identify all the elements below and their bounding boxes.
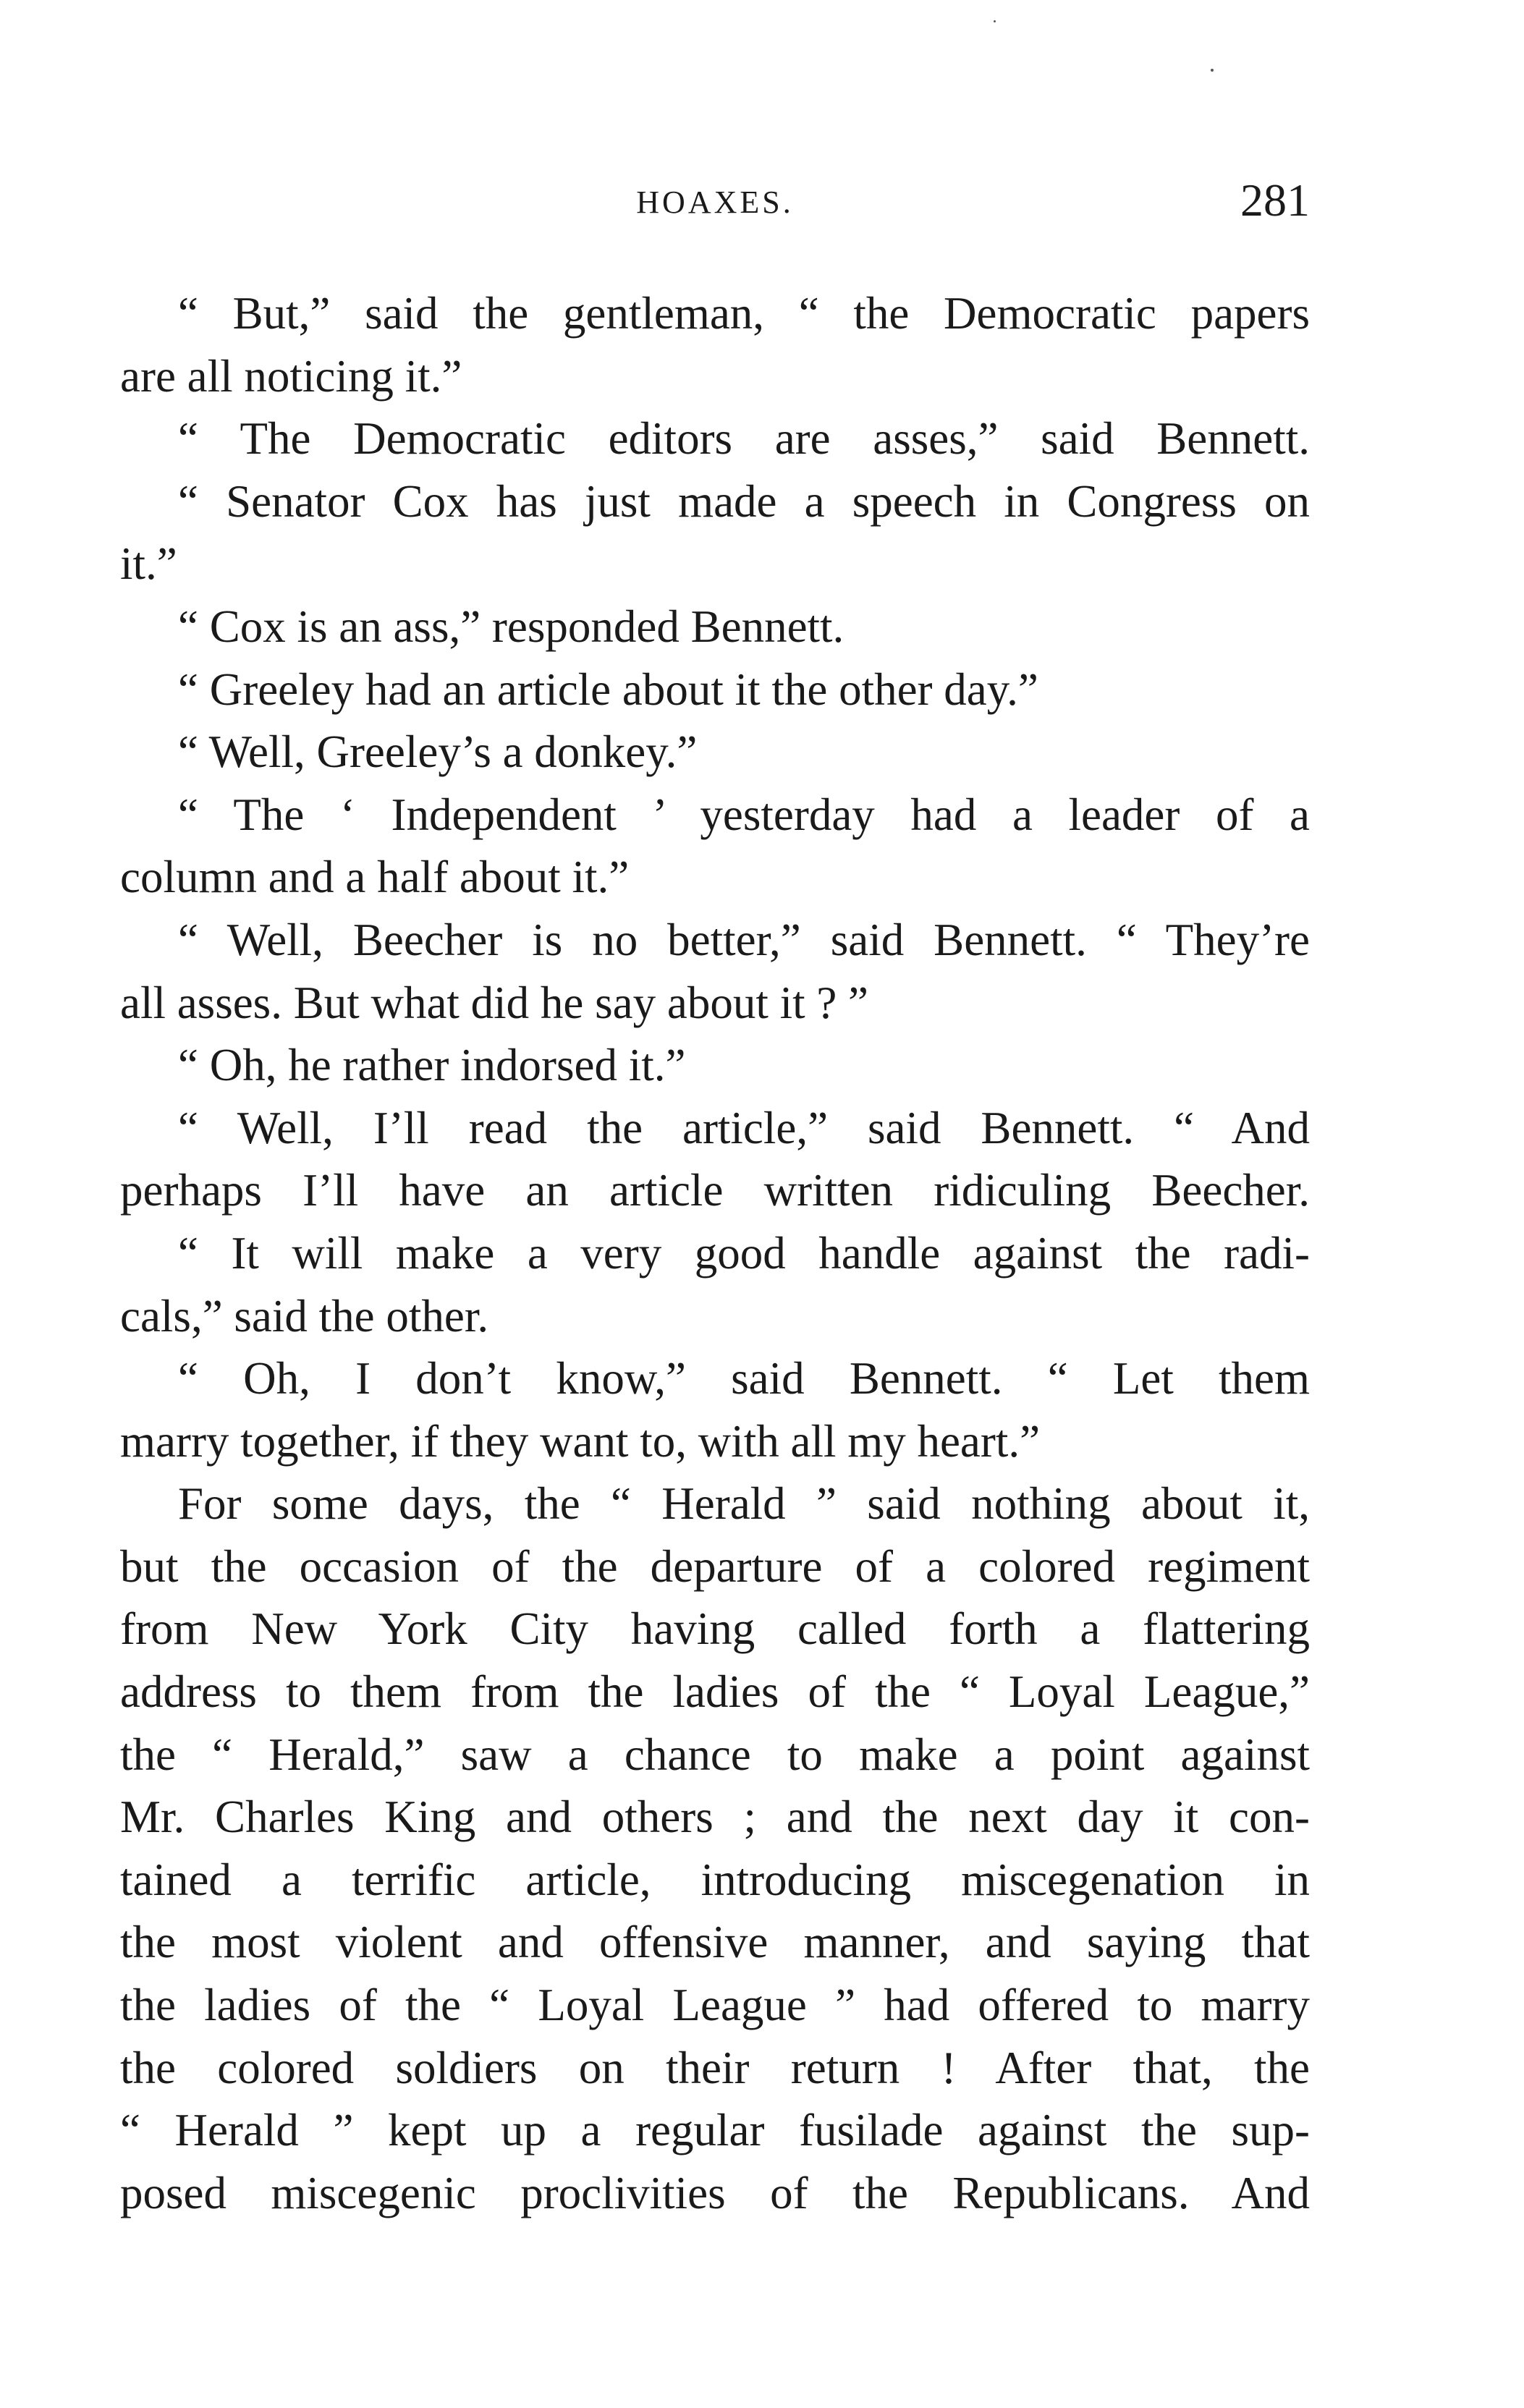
speck-mark xyxy=(1211,69,1214,72)
text-line: from New York City having called forth a flattering xyxy=(120,1603,1310,1655)
text-line: “ Herald ” kept up a regular fusilade against the sup- xyxy=(120,2105,1310,2156)
text-line: “ The ‘ Independent ’ yesterday had a leader of a xyxy=(178,789,1310,840)
text-line: all asses. But what did he say about it ? ” xyxy=(120,977,869,1028)
text-line: For some days, the “ Herald ” said nothing about it, xyxy=(178,1478,1310,1530)
page-header xyxy=(120,174,1310,232)
text-line: the “ Herald,” saw a chance to make a point against xyxy=(120,1729,1310,1780)
text-line: “ The Democratic editors are asses,” said Bennett. xyxy=(178,413,1310,465)
text-line: it.” xyxy=(120,538,177,590)
text-line: address to them from the ladies of the “ Loyal League,” xyxy=(120,1666,1310,1718)
text-line: tained a terrific article, introducing miscegenation in xyxy=(120,1854,1310,1905)
text-line: “ Oh, I don’t know,” said Bennett. “ Let them xyxy=(178,1353,1310,1404)
text-line: the most violent and offensive manner, and saying that xyxy=(120,1917,1310,1968)
text-line: “ Senator Cox has just made a speech in Congress on xyxy=(178,475,1310,527)
text-line: but the occasion of the departure of a colored regiment xyxy=(120,1540,1310,1592)
text-line: are all noticing it.” xyxy=(120,350,462,402)
text-line: column and a half about it.” xyxy=(120,852,630,903)
text-line: “ But,” said the gentleman, “ the Democratic papers xyxy=(178,288,1310,339)
text-line: Mr. Charles King and others ; and the next day it con- xyxy=(120,1792,1310,1843)
text-line: “ Oh, he rather indorsed it.” xyxy=(178,1040,686,1091)
text-line: cals,” said the other. xyxy=(120,1290,489,1341)
text-line: marry together, if they want to, with all my heart.” xyxy=(120,1415,1041,1467)
text-line: perhaps I’ll have an article written ridiculing Beecher. xyxy=(120,1165,1310,1216)
text-line: “ Well, Greeley’s a donkey.” xyxy=(178,726,698,778)
page-number: 281 xyxy=(1240,174,1310,226)
running-head: HOAXES. xyxy=(636,185,794,220)
body-text xyxy=(120,282,1310,2224)
text-line: “ Cox is an ass,” responded Bennett. xyxy=(178,601,844,652)
text-line: the ladies of the “ Loyal League ” had offered to marry xyxy=(120,1980,1310,2031)
text-line: posed miscegenic proclivities of the Republicans. And xyxy=(120,2167,1310,2218)
text-line: “ Well, Beecher is no better,” said Bennett. “ They’re xyxy=(178,914,1310,965)
text-line: “ It will make a very good handle against the radi- xyxy=(178,1227,1310,1279)
text-line: “ Greeley had an article about it the other day.” xyxy=(178,664,1038,715)
text-line: the colored soldiers on their return ! After that, the xyxy=(120,2042,1310,2093)
speck-mark xyxy=(994,20,996,22)
text-line: “ Well, I’ll read the article,” said Bennett. “ And xyxy=(178,1102,1310,1153)
